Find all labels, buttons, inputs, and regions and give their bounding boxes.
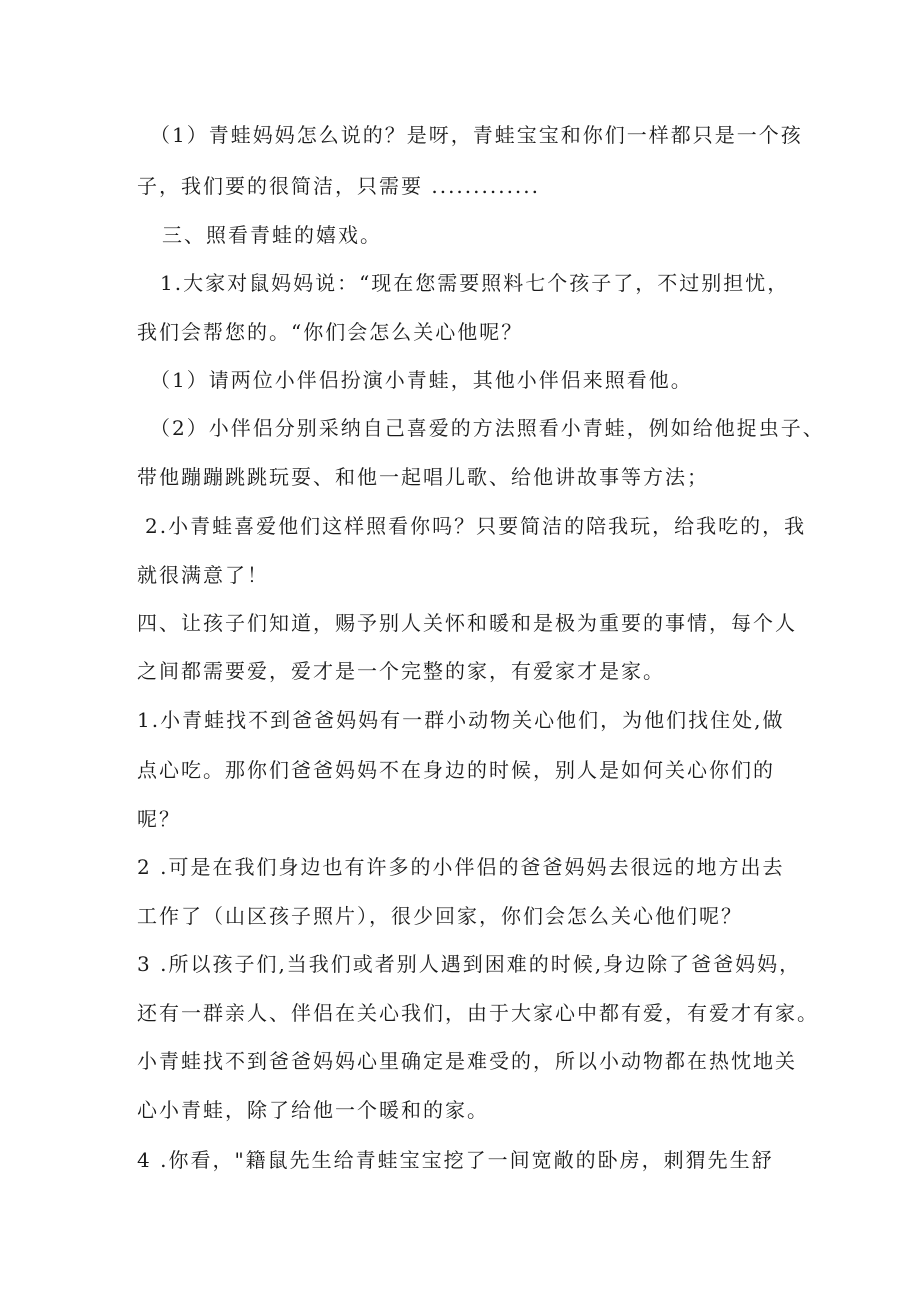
section-heading: 三、照看青蛙的嬉戏。 [162, 223, 382, 247]
paragraph-line: 3 .所以孩子们,当我们或者别人遇到困难的时候,身边除了爸爸妈妈， [137, 952, 802, 976]
section-heading: 四、让孩子们知道，赐予别人关怀和暖和是极为重要的事情，每个人 [137, 611, 797, 635]
paragraph-line: 2.小青蛙喜爱他们这样照看你吗？只要简洁的陪我玩，给我吃的，我 [145, 514, 807, 538]
paragraph-line: 就很满意了！ [137, 563, 269, 587]
paragraph-line: 子，我们要的很简洁，只需要 ............. [137, 174, 541, 198]
paragraph-line: 小青蛙找不到爸爸妈妈心里确定是难受的，所以小动物都在热忱地关 [137, 1049, 797, 1073]
paragraph-line: 我们会帮您的。“你们会怎么关心他呢？ [137, 320, 524, 344]
paragraph-line: （2）小伴侣分别采纳自己喜爱的方法照看小青蛙，例如给他捉虫子、 [150, 416, 825, 440]
paragraph-line: （1）青蛙妈妈怎么说的？是呀，青蛙宝宝和你们一样都只是一个孩 [150, 123, 803, 147]
paragraph-line: 4 .你看，"籍鼠先生给青蛙宝宝挖了一间宽敞的卧房，刺猬先生舒 [137, 1148, 774, 1172]
paragraph-line: 工作了（山区孩子照片），很少回家，你们会怎么关心他们呢？ [137, 904, 743, 928]
paragraph-line: 心小青蛙，除了给他一个暖和的家。 [137, 1098, 489, 1122]
paragraph-line: 1.大家对鼠妈妈说：“现在您需要照料七个孩子了，不过别担忧， [160, 271, 790, 295]
paragraph-line: 呢？ [137, 807, 181, 831]
paragraph-line: 带他蹦蹦跳跳玩耍、和他一起唱儿歌、给他讲故事等方法； [137, 465, 709, 489]
paragraph-line: 2 .可是在我们身边也有许多的小伴侣的爸爸妈妈去很远的地方出去 [137, 855, 785, 879]
paragraph-line: 点心吃。那你们爸爸妈妈不在身边的时候，别人是如何关心你们的 [137, 758, 775, 782]
paragraph-line: 还有一群亲人、伴侣在关心我们，由于大家心中都有爱，有爱才有家。 [137, 1001, 819, 1025]
paragraph-line: 之间都需要爱，爱才是一个完整的家，有爱家才是家。 [137, 659, 665, 683]
paragraph-line: 1.小青蛙找不到爸爸妈妈有一群小动物关心他们，为他们找住处,做 [137, 708, 785, 732]
paragraph-line: （1）请两位小伴侣扮演小青蛙，其他小伴侣来照看他。 [150, 368, 693, 392]
